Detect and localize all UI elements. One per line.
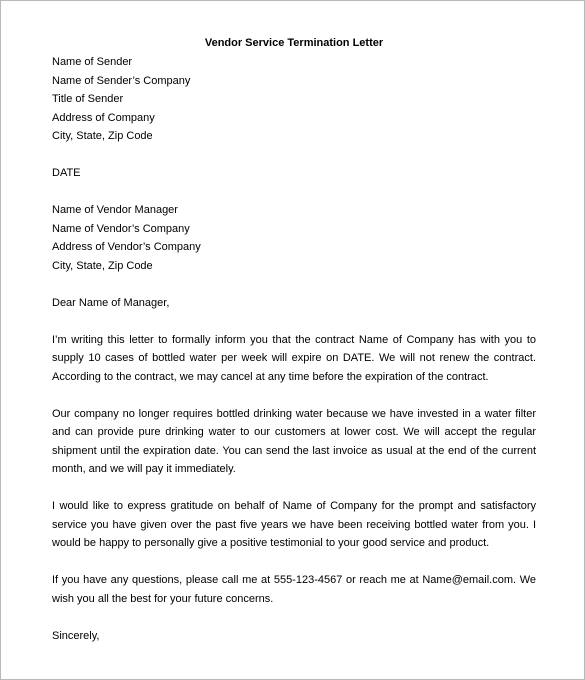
body-paragraph: I would like to express gratitude on behalf of Name of Company for the prompt and satisfactory service you have given over the past five years we have been receiving bottled water from you. I would be happy to personally give a positive testimonial to your good service and product. <box>52 500 536 549</box>
letter-title: Vendor Service Termination Letter <box>204 37 384 49</box>
closing: Sincerely, <box>52 629 100 642</box>
recipient-name: Name of Vendor Manager <box>52 204 178 216</box>
sender-block <box>52 53 536 146</box>
recipient-city-state-zip: City, State, Zip Code <box>52 259 153 272</box>
body-paragraph: Our company no longer requires bottled drinking water because we have invested in a water filter and can provide pure drinking water to our customers at lower cost. We will accept the regular shipment until the expiration date. You can send the last invoice as usual at the end of the current month, and we will pay it immediately. <box>52 407 536 475</box>
spacer <box>52 183 536 202</box>
spacer <box>52 553 536 572</box>
sender-title: Title of Sender <box>52 93 124 105</box>
letter-date: DATE <box>52 167 81 179</box>
spacer <box>52 386 536 405</box>
body-paragraph: If you have any questions, please call me at 555-123-4567 or reach me at Name@email.com. We wish you all the best for your future concerns. <box>52 574 536 605</box>
recipient-address: Address of Vendor’s Company <box>52 241 201 253</box>
spacer <box>52 275 536 294</box>
recipient-company: Name of Vendor’s Company <box>52 222 190 235</box>
recipient-block <box>52 201 536 275</box>
salutation: Dear Name of Manager, <box>52 296 170 309</box>
spacer <box>52 146 536 165</box>
sender-city-state-zip: City, State, Zip Code <box>52 130 153 142</box>
sender-name: Name of Sender <box>52 56 133 68</box>
spacer <box>52 608 536 627</box>
sender-company: Name of Sender’s Company <box>52 74 191 87</box>
sender-address: Address of Company <box>52 111 155 124</box>
spacer <box>52 479 536 498</box>
spacer <box>52 312 536 331</box>
body-paragraph: I’m writing this letter to formally inform you that the contract Name of Company has with you to supply 10 cases of bottled water per week will expire on DATE. We will not renew the contract. According to the contract, we may cancel at any time before the expiration of the contract. <box>52 333 536 383</box>
letter-body <box>52 35 536 645</box>
